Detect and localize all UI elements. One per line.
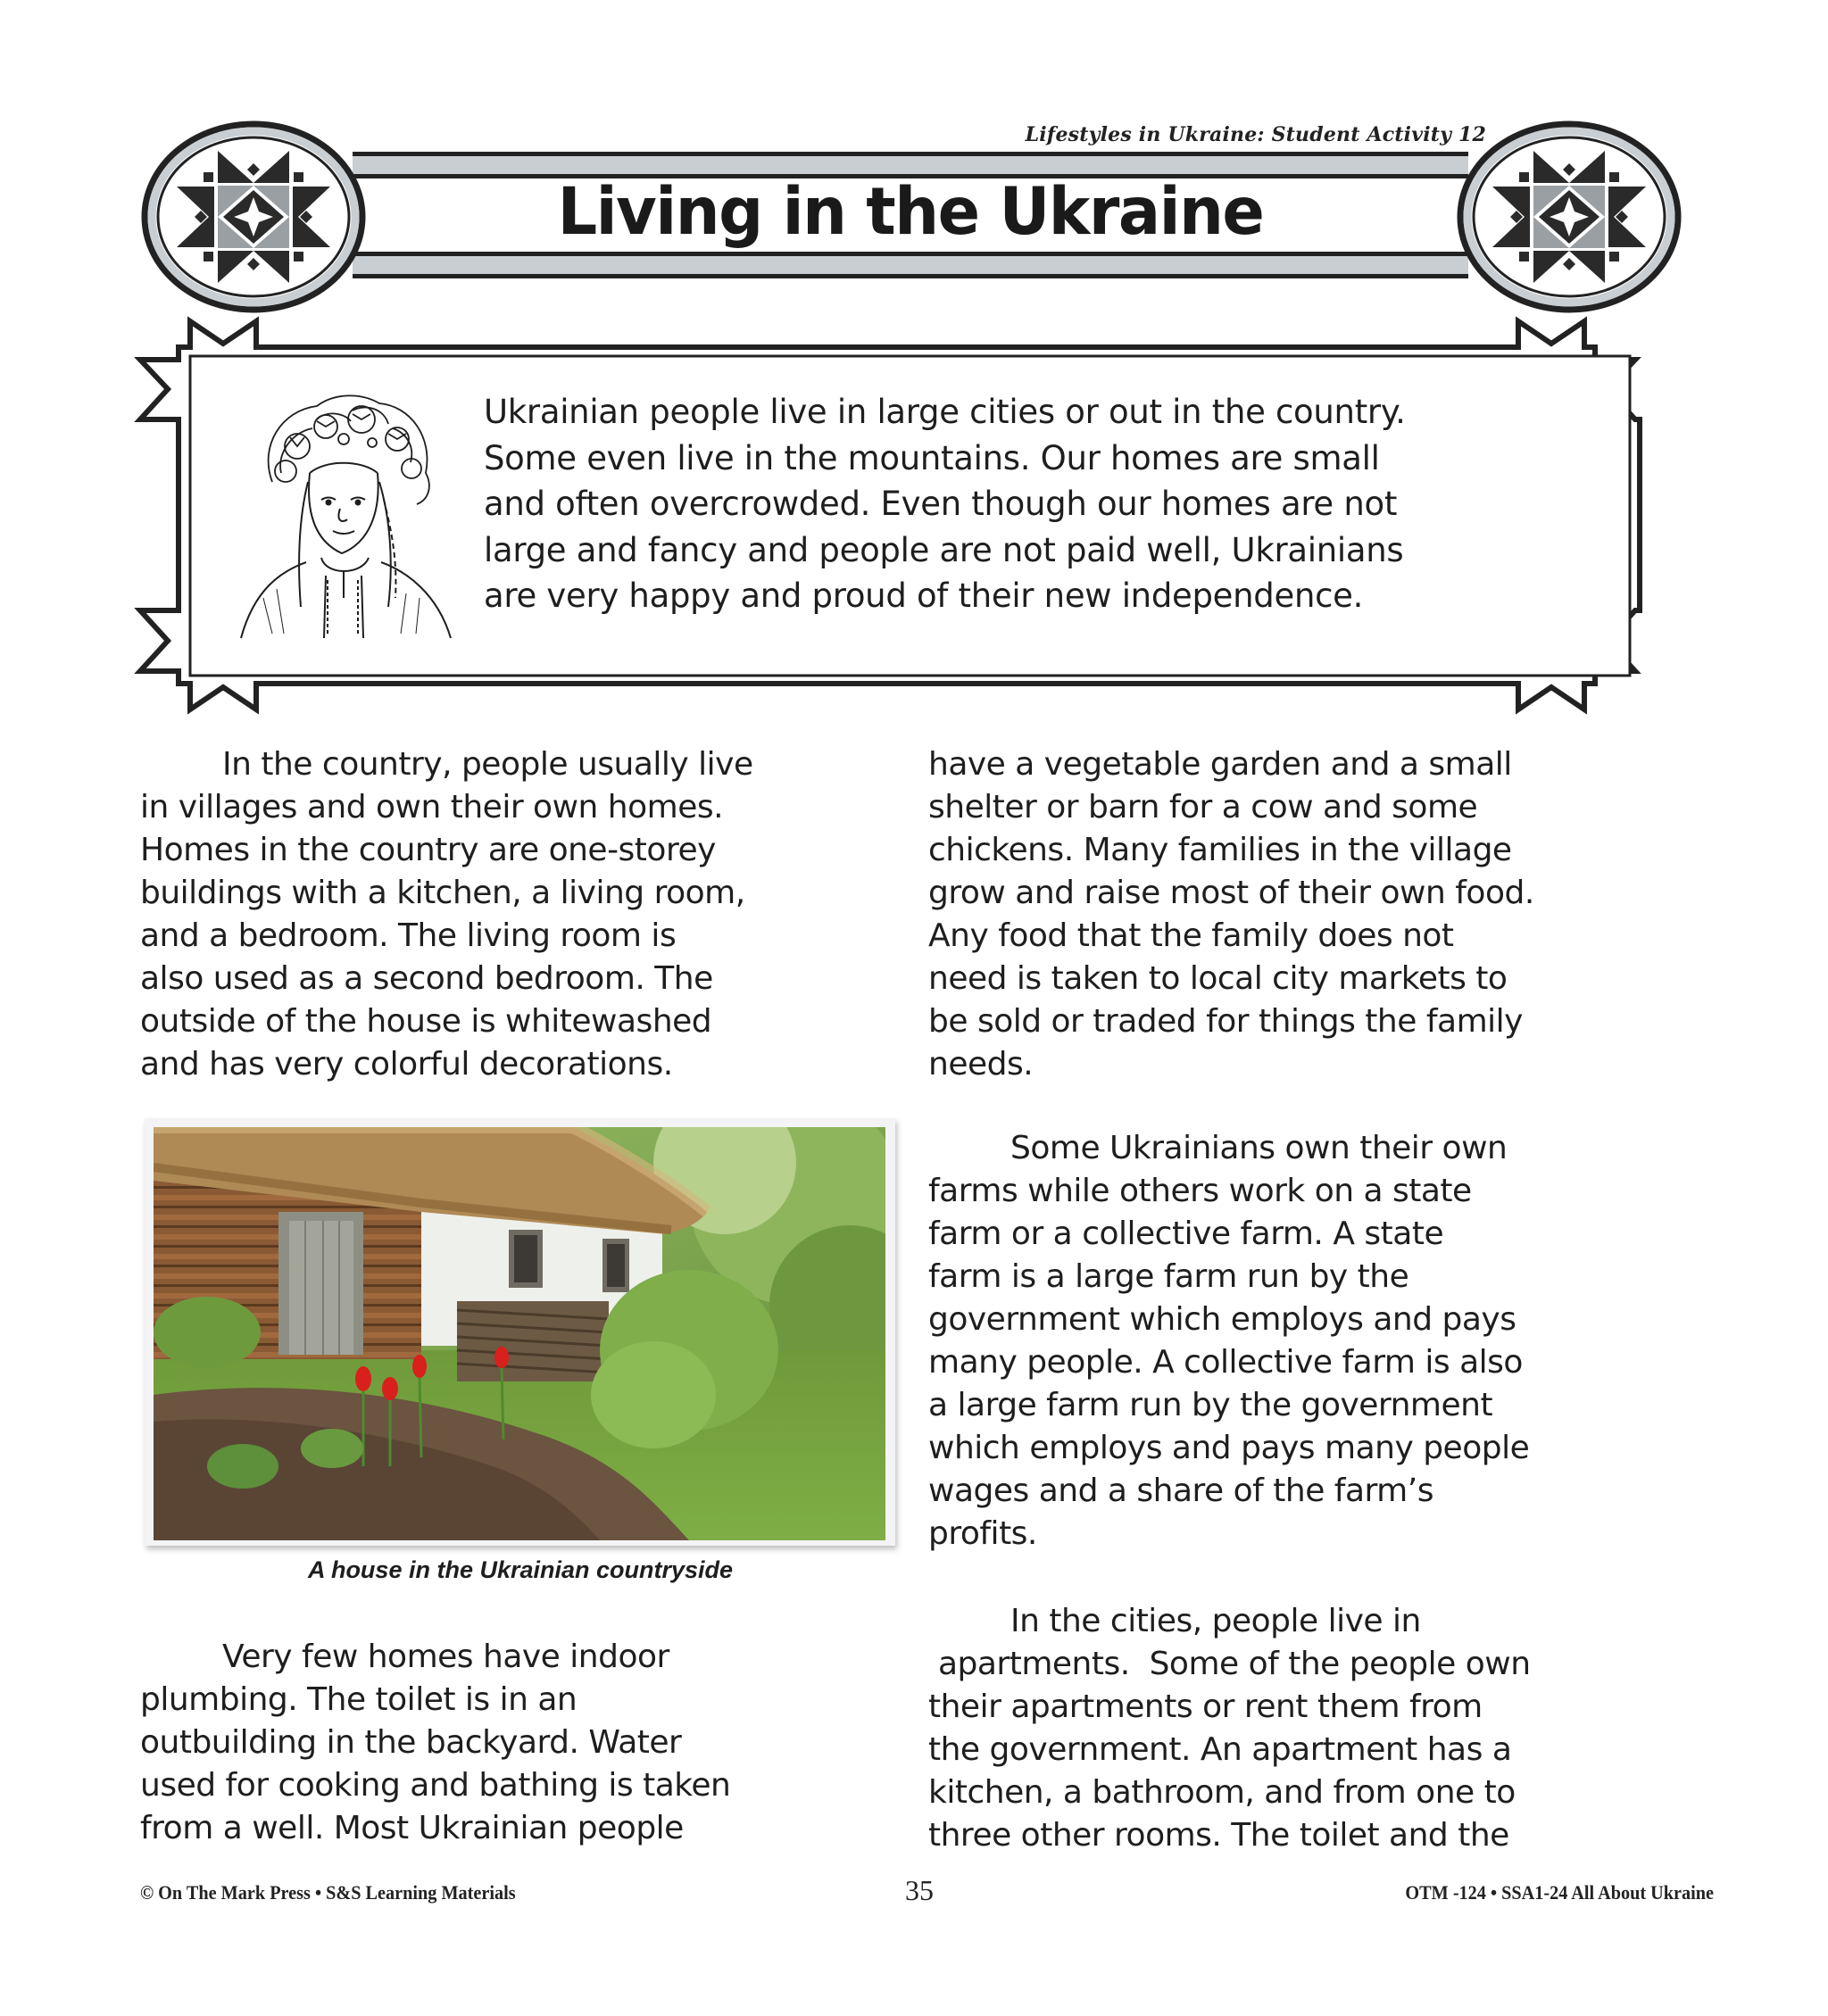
text-line: outbuilding in the backyard. Water bbox=[140, 1724, 682, 1761]
text-line: buildings with a kitchen, a living room, bbox=[140, 875, 745, 911]
text-line: which employs and pays many people bbox=[928, 1430, 1530, 1466]
star-medallion-left-icon bbox=[141, 120, 366, 313]
text-line: Very few homes have indoor bbox=[222, 1639, 669, 1675]
country-homes-paragraph bbox=[140, 743, 908, 1086]
text-line: farms while others work on a state bbox=[928, 1173, 1472, 1209]
intro-line: Some even live in the mountains. Our homes are small bbox=[484, 438, 1380, 477]
text-line: profits. bbox=[928, 1515, 1037, 1552]
activity-label: Lifestyles in Ukraine: Student Activity 12 bbox=[1025, 123, 1486, 146]
photo-caption: A house in the Ukrainian countryside bbox=[307, 1556, 734, 1583]
countryside-house-photo bbox=[154, 1127, 885, 1540]
text-line: Homes in the country are one-storey bbox=[140, 832, 716, 868]
intro-line: and often overcrowded. Even though our homes are not bbox=[484, 485, 1398, 523]
page-title: Living in the Ukraine bbox=[557, 172, 1264, 251]
text-line: Some Ukrainians own their own bbox=[1010, 1130, 1508, 1166]
star-medallion-right-icon bbox=[1457, 120, 1682, 313]
text-line: and a bedroom. The living room is bbox=[140, 917, 677, 954]
farms-paragraph bbox=[928, 1127, 1705, 1556]
text-line: in villages and own their own homes. bbox=[140, 789, 724, 825]
footer-publisher: © On The Mark Press • S&S Learning Materials bbox=[140, 1881, 516, 1904]
text-line: In the country, people usually live bbox=[222, 746, 753, 783]
text-line: apartments. Some of the people own bbox=[928, 1646, 1531, 1682]
garden-paragraph bbox=[928, 743, 1705, 1086]
text-line: outside of the house is whitewashed bbox=[140, 1003, 712, 1040]
cities-paragraph bbox=[928, 1600, 1705, 1857]
text-line: needs. bbox=[928, 1046, 1034, 1083]
text-line: three other rooms. The toilet and the bbox=[928, 1817, 1509, 1854]
text-line: from a well. Most Ukrainian people bbox=[140, 1810, 684, 1846]
text-line: farm is a large farm run by the bbox=[928, 1258, 1409, 1295]
text-line: and has very colorful decorations. bbox=[140, 1046, 673, 1083]
text-line: shelter or barn for a cow and some bbox=[928, 789, 1478, 825]
intro-paragraph bbox=[484, 389, 1635, 619]
footer-product-code: OTM -124 • SSA1-24 All About Ukraine bbox=[1405, 1881, 1714, 1904]
banner-bottom-band bbox=[353, 252, 1468, 278]
text-line: In the cities, people live in bbox=[1010, 1603, 1421, 1639]
text-line: farm or a collective farm. A state bbox=[928, 1215, 1444, 1252]
text-line: wages and a share of the farm’s bbox=[928, 1473, 1433, 1509]
page-number: 35 bbox=[905, 1874, 934, 1906]
text-line: also used as a second bedroom. The bbox=[140, 960, 713, 997]
intro-line: large and fancy and people are not paid well, Ukrainians bbox=[484, 530, 1404, 569]
text-line: be sold or traded for things the family bbox=[928, 1003, 1523, 1040]
text-line: chickens. Many families in the village bbox=[928, 832, 1512, 868]
text-line: plumbing. The toilet is in an bbox=[140, 1681, 577, 1718]
text-line: their apartments or rent them from bbox=[928, 1688, 1483, 1725]
intro-line: are very happy and proud of their new independence. bbox=[484, 577, 1364, 615]
intro-line: Ukrainian people live in large cities or out in the country. bbox=[484, 393, 1406, 431]
plumbing-paragraph bbox=[140, 1636, 908, 1850]
text-line: the government. An apartment has a bbox=[928, 1731, 1512, 1768]
text-line: have a vegetable garden and a small bbox=[928, 746, 1512, 783]
text-line: used for cooking and bathing is taken bbox=[140, 1767, 731, 1804]
text-line: kitchen, a bathroom, and from one to bbox=[928, 1774, 1516, 1811]
text-line: government which employs and pays bbox=[928, 1301, 1516, 1338]
text-line: Any food that the family does not bbox=[928, 917, 1454, 954]
text-line: need is taken to local city markets to bbox=[928, 960, 1508, 997]
text-line: a large farm run by the government bbox=[928, 1387, 1493, 1423]
text-line: grow and raise most of their own food. bbox=[928, 875, 1534, 911]
text-line: many people. A collective farm is also bbox=[928, 1344, 1523, 1381]
girl-portrait-illustration bbox=[228, 384, 460, 643]
